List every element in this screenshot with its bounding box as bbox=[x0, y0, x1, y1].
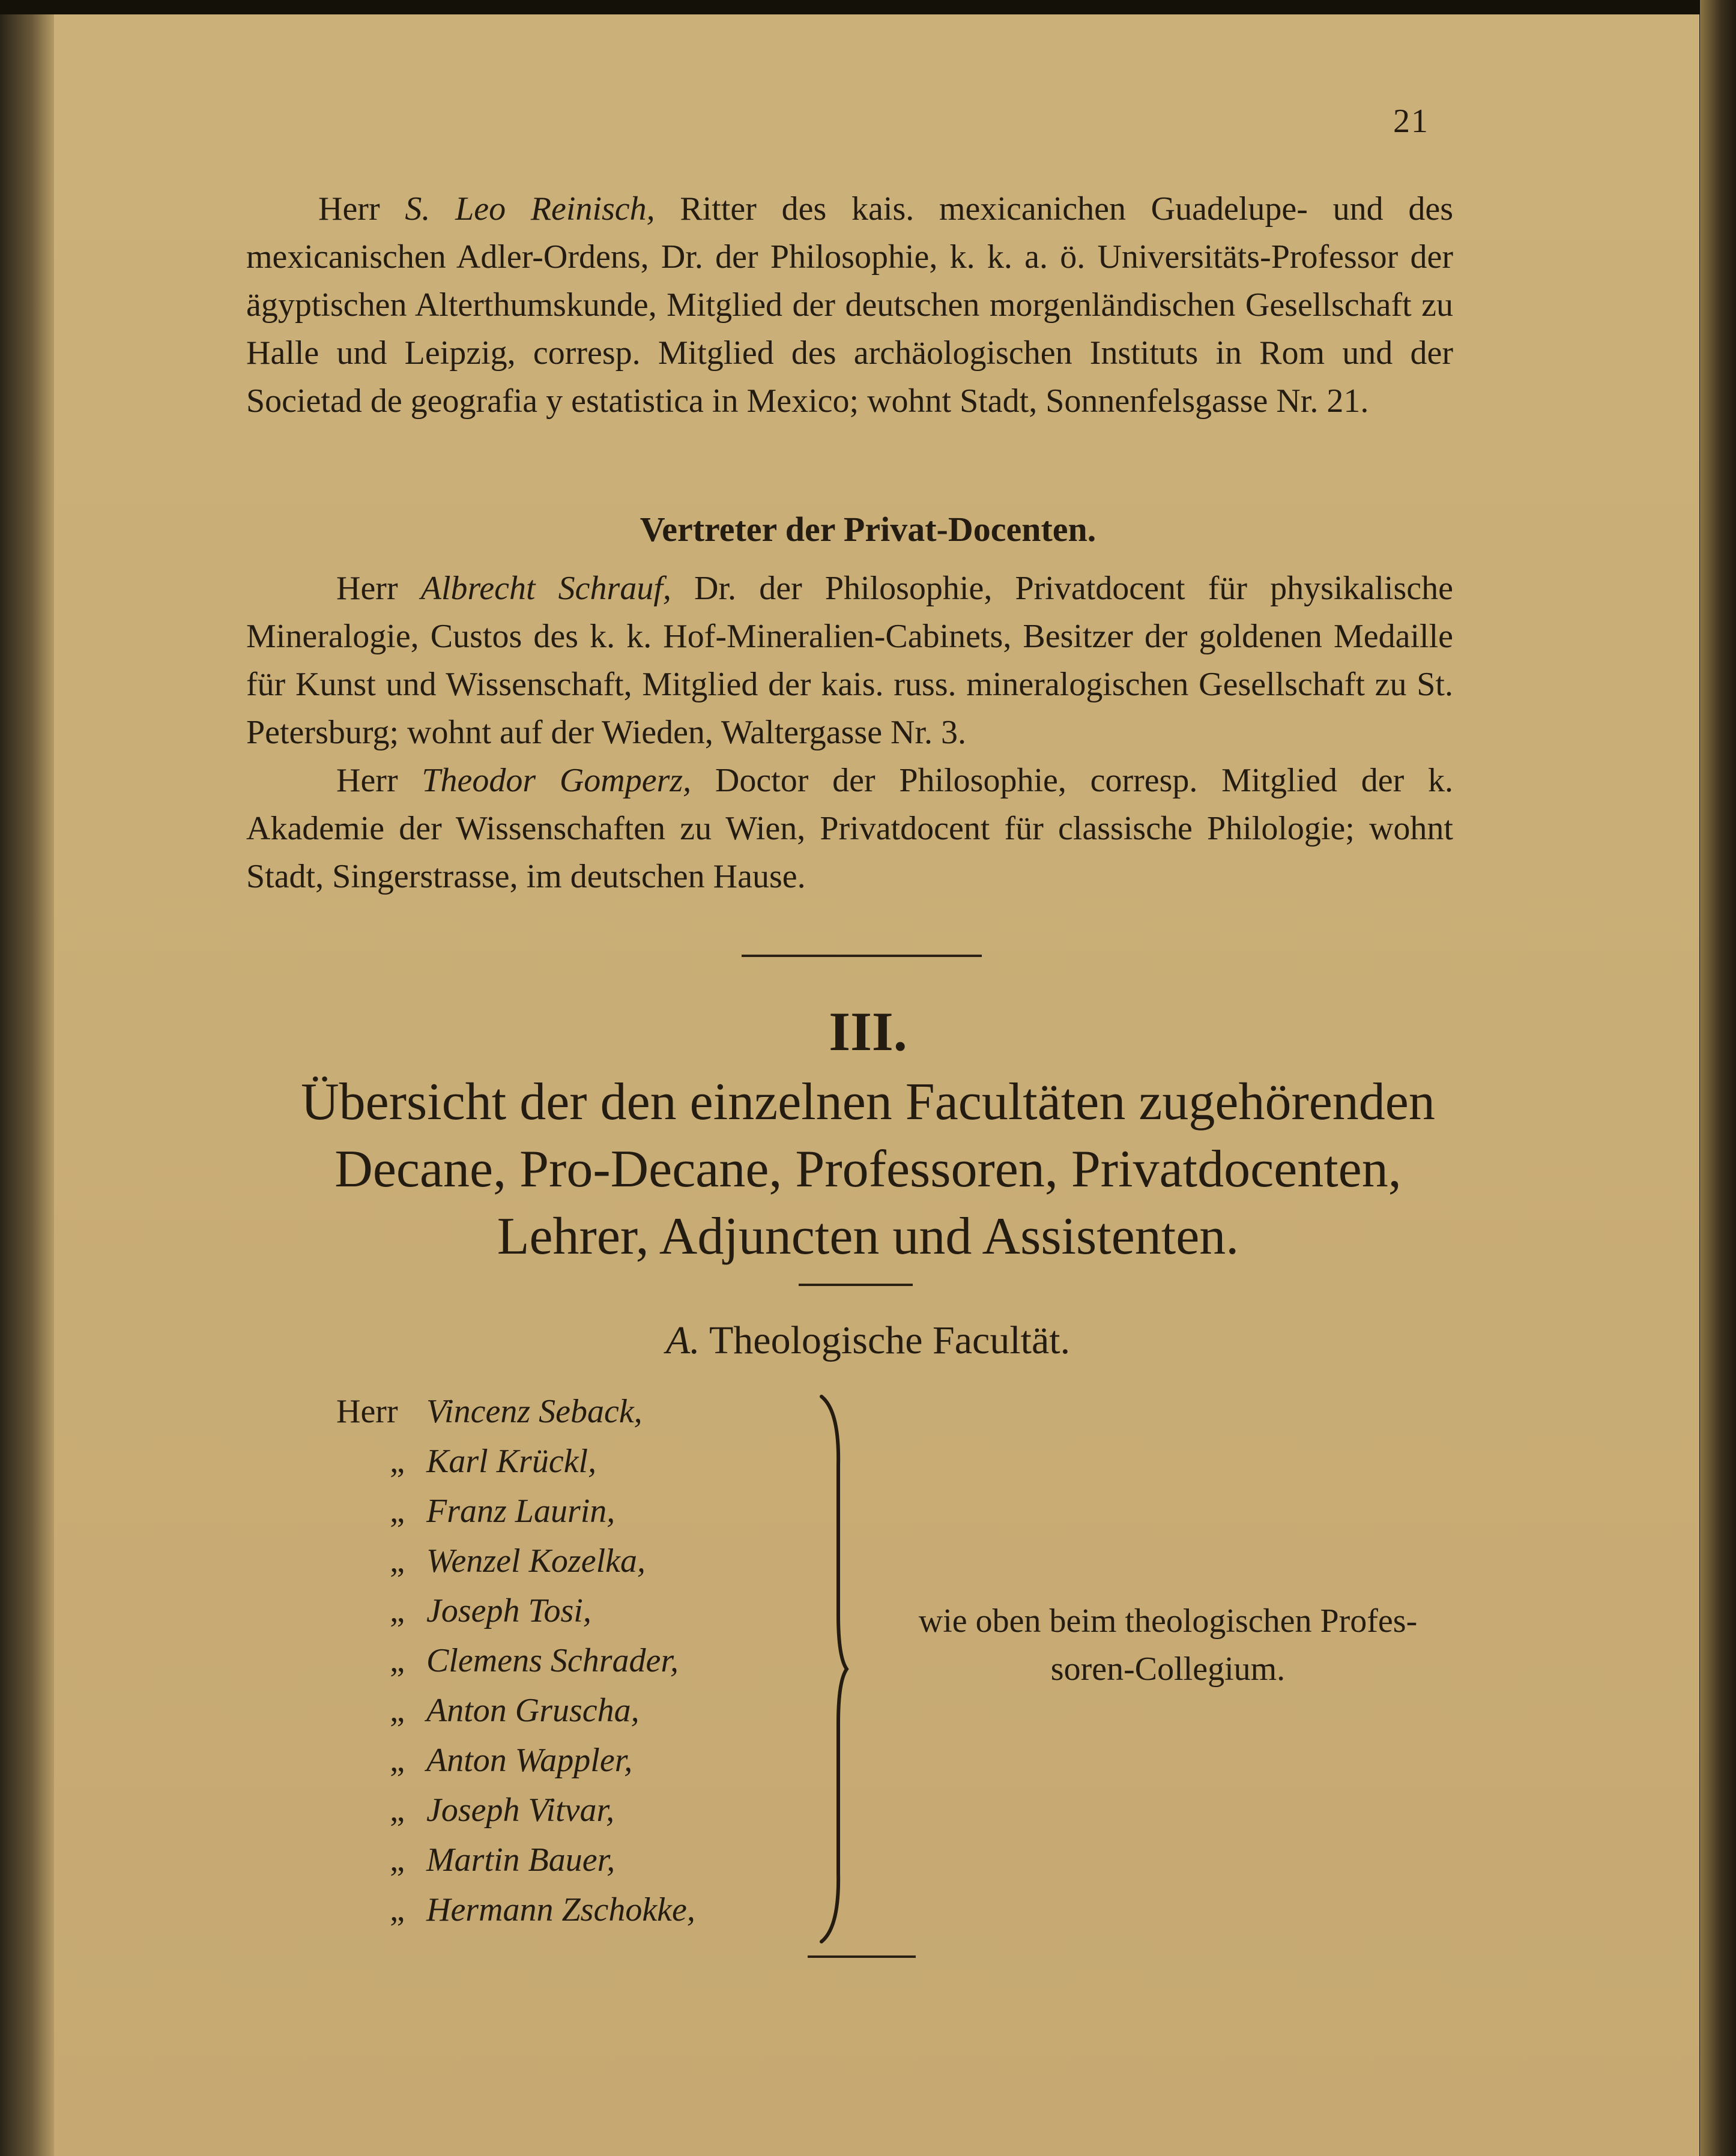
privat-docenten-heading: Vertreter der Privat-Docenten. bbox=[640, 510, 1096, 549]
ditto-mark: „ bbox=[390, 1443, 405, 1480]
list-item bbox=[336, 1786, 817, 1835]
paragraph-text: Doctor der Philosophie, corresp. Mitglied der k. Akademie der Wissenschaften zu Wien, Privatdocent für classische Philologie; wohnt Stadt, Singerstrasse, im deutschen Hause. bbox=[246, 762, 1453, 895]
list-item bbox=[336, 1536, 817, 1586]
list-item bbox=[336, 1835, 817, 1885]
section-title-line: Lehrer, Adjuncten und Assistenten. bbox=[497, 1207, 1239, 1266]
section-title bbox=[0, 1069, 1736, 1270]
list-item bbox=[336, 1736, 817, 1786]
brace-note-line: soren-Collegium. bbox=[1050, 1650, 1286, 1688]
ditto-mark: „ bbox=[390, 1592, 405, 1629]
paragraph-text: Ritter des kais. mexicanichen Guadelupe- und des mexicanischen Adler-Ordens, Dr. der Philosophie, k. k. a. ö. Universitäts-Professor der ägyptischen Alterthumskunde, Mitglied der deutschen morgenländischen Gesellschaft zu Halle und Leipzig, corresp. Mitglied des archäologischen Instituts in Rom und der Societad de geografia y estatistica in Mexico; wohnt Stadt, Sonnenfelsgasse Nr. 21. bbox=[246, 190, 1454, 420]
paragraph-schrauf bbox=[246, 564, 1453, 756]
person-name: Albrecht Schrauf, bbox=[420, 570, 671, 607]
scan-top-edge bbox=[0, 0, 1736, 14]
ditto-mark: „ bbox=[390, 1841, 405, 1879]
divider-rule bbox=[808, 1955, 916, 1958]
page-number: 21 bbox=[1393, 103, 1429, 140]
faculty-name-list bbox=[336, 1387, 817, 1935]
herr-prefix: Herr bbox=[336, 570, 421, 607]
brace-note-line: wie oben beim theologischen Profes- bbox=[918, 1602, 1418, 1640]
faculty-letter: A. bbox=[665, 1318, 700, 1362]
curly-brace bbox=[811, 1393, 859, 1945]
ditto-mark: „ bbox=[390, 1891, 405, 1928]
divider-rule bbox=[799, 1284, 913, 1286]
paragraph-gomperz bbox=[246, 756, 1453, 901]
faculty-name: Theologische Facultät. bbox=[700, 1318, 1071, 1362]
person-name: Karl Krückl, bbox=[426, 1443, 597, 1480]
paragraph-text: Dr. der Philosophie, Privatdocent für physikalische Mineralogie, Custos des k. k. Hof-Mineralien-Cabinets, Besitzer der goldenen Medaille für Kunst und Wissenschaft, Mitglied der kais. russ. mineralogischen Gesellschaft zu St. Petersburg; wohnt auf der Wieden, Waltergasse Nr. 3. bbox=[246, 570, 1453, 751]
ditto-mark: „ bbox=[390, 1642, 405, 1679]
person-name: Hermann Zschokke, bbox=[426, 1891, 695, 1928]
person-name: Martin Bauer, bbox=[426, 1841, 615, 1879]
list-item bbox=[336, 1437, 817, 1487]
person-name: Joseph Vitvar, bbox=[426, 1792, 615, 1829]
divider-rule bbox=[742, 955, 982, 957]
section-number: III. bbox=[829, 1001, 907, 1062]
brace-note bbox=[865, 1597, 1471, 1693]
ditto-mark: „ bbox=[390, 1542, 405, 1580]
section-title-line: Decane, Pro-Decane, Professoren, Privatdocenten, bbox=[334, 1140, 1402, 1198]
person-name: Vincenz Seback, bbox=[426, 1393, 643, 1430]
person-name: S. Leo Reinisch, bbox=[405, 190, 655, 228]
herr-prefix: Herr bbox=[318, 190, 405, 228]
ditto-mark: „ bbox=[390, 1692, 405, 1729]
ditto-mark: „ bbox=[390, 1742, 405, 1779]
list-item bbox=[336, 1636, 817, 1686]
list-item bbox=[336, 1885, 817, 1935]
person-name: Theodor Gomperz, bbox=[422, 762, 692, 799]
faculty-title bbox=[0, 1318, 1736, 1363]
person-name: Joseph Tosi, bbox=[426, 1592, 591, 1629]
person-name: Franz Laurin, bbox=[426, 1493, 615, 1530]
list-item bbox=[336, 1487, 817, 1536]
ditto-mark: „ bbox=[390, 1493, 405, 1530]
paragraph-reinisch bbox=[246, 185, 1453, 425]
person-name: Clemens Schrader, bbox=[426, 1642, 679, 1679]
herr-prefix: Herr bbox=[336, 762, 422, 799]
list-item bbox=[336, 1586, 817, 1636]
herr-prefix: Herr bbox=[336, 1393, 398, 1430]
person-name: Wenzel Kozelka, bbox=[426, 1542, 646, 1580]
list-item bbox=[336, 1387, 817, 1437]
section-title-line: Übersicht der den einzelnen Facultäten zugehörenden bbox=[301, 1073, 1435, 1131]
ditto-mark: „ bbox=[390, 1792, 405, 1829]
list-item bbox=[336, 1686, 817, 1736]
person-name: Anton Gruscha, bbox=[426, 1692, 640, 1729]
person-name: Anton Wappler, bbox=[426, 1742, 633, 1779]
